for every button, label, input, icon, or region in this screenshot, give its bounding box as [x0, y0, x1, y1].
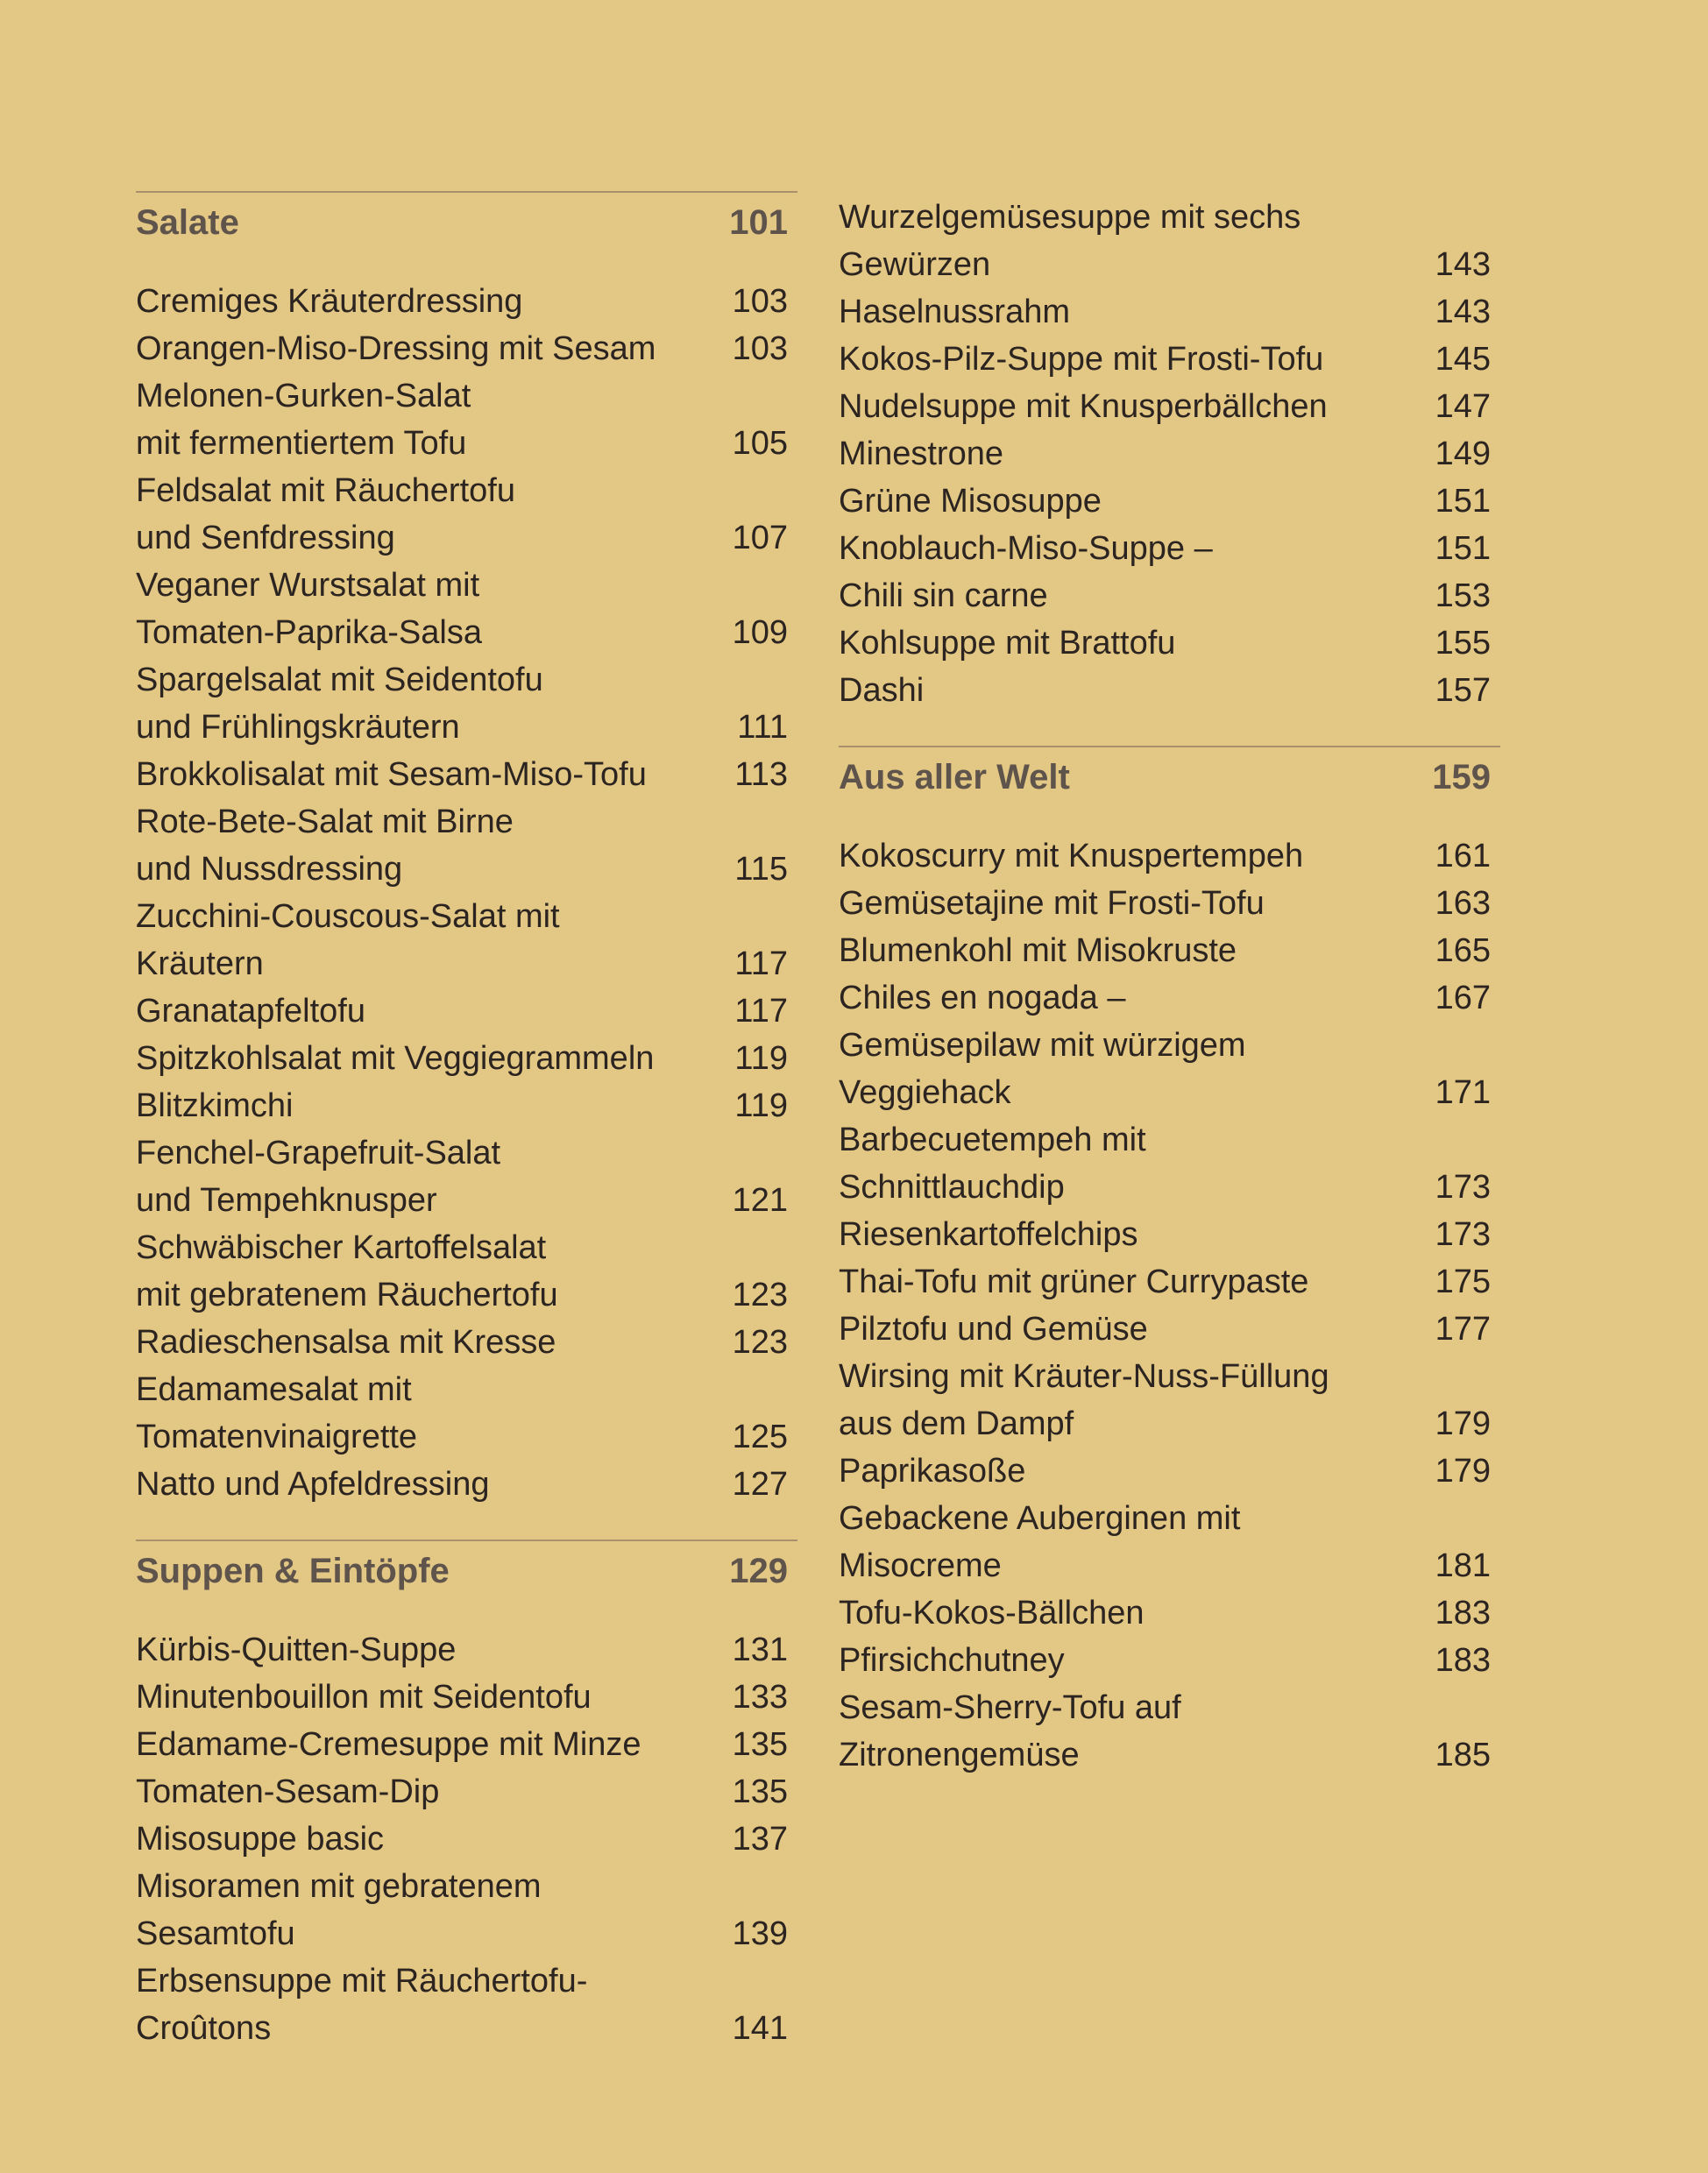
toc-entry-line	[136, 1319, 797, 1366]
entry-page: 157	[1435, 672, 1491, 709]
section-heading	[839, 747, 1500, 807]
toc-entry-line	[839, 1164, 1500, 1211]
toc-entry[interactable]	[839, 1116, 1500, 1211]
section-title: Salate	[136, 203, 239, 242]
toc-entry[interactable]	[839, 194, 1500, 288]
toc-entry-line	[136, 940, 797, 987]
toc-entry[interactable]	[136, 1957, 797, 2052]
toc-section	[136, 191, 797, 1508]
toc-entry[interactable]	[839, 1306, 1500, 1353]
entry-page: 127	[732, 1466, 788, 1503]
entry-title: Nudelsuppe mit Knusperbällchen	[839, 388, 1328, 425]
toc-entry[interactable]	[136, 1319, 797, 1366]
toc-entry-line	[136, 893, 797, 940]
entry-title: Kohlsuppe mit Brattofu	[839, 625, 1176, 662]
entry-page: 115	[734, 851, 788, 888]
entry-title: und Tempehknusper	[136, 1182, 437, 1219]
entry-page: 141	[732, 2010, 788, 2047]
entry-title: Knoblauch-Miso-Suppe –	[839, 530, 1213, 567]
toc-entry-line	[839, 880, 1500, 927]
toc-entry[interactable]	[839, 288, 1500, 336]
toc-entry-line	[136, 704, 797, 751]
entry-title: Gebackene Auberginen mit	[839, 1500, 1241, 1537]
entry-page: 151	[1435, 483, 1491, 520]
entry-title: Misocreme	[839, 1547, 1002, 1584]
entry-page: 183	[1435, 1642, 1491, 1679]
toc-entry[interactable]	[136, 562, 797, 656]
entry-page: 167	[1435, 980, 1491, 1016]
toc-entry[interactable]	[136, 1224, 797, 1319]
entry-title: Misosuppe basic	[136, 1821, 385, 1858]
entry-page: 143	[1435, 246, 1491, 283]
entry-title: Spitzkohlsalat mit Veggiegrammeln	[136, 1040, 655, 1077]
entry-page: 147	[1435, 388, 1491, 425]
toc-entry[interactable]	[136, 325, 797, 372]
entry-page: 165	[1435, 932, 1491, 969]
toc-entry-line	[839, 525, 1500, 572]
toc-entry-line	[136, 1863, 797, 1910]
entry-page: 145	[1435, 341, 1491, 378]
toc-entry-line	[136, 1177, 797, 1224]
entry-page: 185	[1435, 1737, 1491, 1773]
entry-page: 139	[732, 1915, 788, 1952]
toc-entry-line	[839, 1495, 1500, 1542]
toc-entry[interactable]	[839, 1495, 1500, 1589]
entry-page: 133	[732, 1679, 788, 1716]
entry-page: 179	[1435, 1405, 1491, 1442]
entry-title: Spargelsalat mit Seidentofu	[136, 662, 543, 698]
toc-entry[interactable]	[839, 430, 1500, 478]
entry-title: Blumenkohl mit Misokruste	[839, 932, 1237, 969]
entry-page: 111	[737, 709, 788, 746]
entry-title: Croûtons	[136, 2010, 272, 2047]
toc-entry[interactable]	[839, 478, 1500, 525]
entry-title: Veggiehack	[839, 1074, 1011, 1111]
toc-entry-line	[136, 656, 797, 704]
toc-entry[interactable]	[839, 383, 1500, 430]
toc-entry-line	[136, 1366, 797, 1413]
entry-title: und Nussdressing	[136, 851, 403, 888]
entry-page: 173	[1435, 1169, 1491, 1206]
toc-entry-line	[136, 1721, 797, 1768]
entry-page: 171	[1435, 1074, 1491, 1111]
entry-title: Misoramen mit gebratenem	[136, 1868, 542, 1905]
toc-entry[interactable]	[136, 278, 797, 325]
entry-title: Wurzelgemüsesuppe mit sechs	[839, 199, 1301, 236]
entry-page: 119	[734, 1087, 788, 1124]
entry-page: 155	[1435, 625, 1491, 662]
entry-title: Paprikasoße	[839, 1453, 1026, 1490]
entry-title: Orangen-Miso-Dressing mit Sesam	[136, 330, 656, 367]
entry-title: Zitronengemüse	[839, 1737, 1080, 1773]
entry-page: 117	[734, 945, 788, 982]
entry-page: 175	[1435, 1263, 1491, 1300]
entry-page: 105	[732, 425, 788, 462]
toc-entry[interactable]	[136, 467, 797, 562]
toc-entry-line	[839, 336, 1500, 383]
entry-page: 135	[732, 1773, 788, 1810]
toc-entry[interactable]	[136, 1626, 797, 1674]
entry-title: Sesamtofu	[136, 1915, 295, 1952]
toc-entry-line	[839, 1637, 1500, 1684]
entry-title: Kokos-Pilz-Suppe mit Frosti-Tofu	[839, 341, 1324, 378]
entry-page: 135	[732, 1726, 788, 1763]
toc-entry-line	[136, 1413, 797, 1461]
entry-title: Chiles en nogada –	[839, 980, 1126, 1016]
toc-entry[interactable]	[136, 893, 797, 987]
entry-page: 113	[734, 756, 788, 793]
toc-entry[interactable]	[839, 1353, 1500, 1447]
entry-title: Blitzkimchi	[136, 1087, 294, 1124]
entry-title: Zucchini-Couscous-Salat mit	[136, 898, 560, 935]
toc-entry-line	[839, 1447, 1500, 1495]
entry-title: Feldsalat mit Räuchertofu	[136, 472, 515, 509]
toc-entry[interactable]	[839, 336, 1500, 383]
toc-entry-line	[839, 1353, 1500, 1400]
entry-title: Cremiges Kräuterdressing	[136, 283, 523, 320]
toc-entry-line	[839, 832, 1500, 880]
entry-title: Natto und Apfeldressing	[136, 1466, 490, 1503]
entry-title: Gewürzen	[839, 246, 991, 283]
toc-entry[interactable]	[839, 1022, 1500, 1116]
toc-entry[interactable]	[136, 1863, 797, 1957]
entry-title: Chili sin carne	[839, 577, 1048, 614]
toc-entry-line	[839, 572, 1500, 619]
toc-entry-line	[136, 1910, 797, 1957]
toc-entry-line	[136, 1271, 797, 1319]
toc-entry[interactable]	[136, 1674, 797, 1721]
toc-entry[interactable]	[136, 751, 797, 798]
entry-title: Minutenbouillon mit Seidentofu	[136, 1679, 592, 1716]
toc-entry-line	[136, 2005, 797, 2052]
toc-entry[interactable]	[839, 880, 1500, 927]
toc-entry-line	[136, 1129, 797, 1177]
entry-title: Granatapfeltofu	[136, 993, 365, 1030]
toc-entry-line	[839, 1069, 1500, 1116]
toc-entry-line	[839, 974, 1500, 1022]
entry-title: Edamame-Cremesuppe mit Minze	[136, 1726, 641, 1763]
entry-title: Tofu-Kokos-Bällchen	[839, 1595, 1145, 1632]
toc-entry-line	[839, 194, 1500, 241]
toc-entry[interactable]	[136, 1035, 797, 1082]
entry-title: Rote-Bete-Salat mit Birne	[136, 803, 514, 840]
entry-page: 153	[1435, 577, 1491, 614]
toc-entry-line	[839, 383, 1500, 430]
toc-entry[interactable]	[839, 832, 1500, 880]
section-title: Aus aller Welt	[839, 758, 1070, 796]
entry-title: Tomatenvinaigrette	[136, 1419, 418, 1455]
toc-entry[interactable]	[839, 974, 1500, 1022]
toc-entry[interactable]	[839, 1211, 1500, 1258]
toc-entry[interactable]	[839, 619, 1500, 667]
entry-title: Fenchel-Grapefruit-Salat	[136, 1135, 501, 1171]
entry-page: 149	[1435, 435, 1491, 472]
toc-entry[interactable]	[136, 1461, 797, 1508]
entry-title: Tomaten-Paprika-Salsa	[136, 614, 482, 651]
toc-entry[interactable]	[839, 1589, 1500, 1637]
toc-column-right	[839, 194, 1500, 1779]
toc-entry-line	[136, 372, 797, 420]
entry-page: 103	[732, 283, 788, 320]
toc-entry-line	[136, 467, 797, 514]
toc-entry-line	[136, 987, 797, 1035]
toc-entry-line	[136, 1224, 797, 1271]
entry-title: Sesam-Sherry-Tofu auf	[839, 1689, 1181, 1726]
toc-entry-line	[839, 478, 1500, 525]
entry-title: Pfirsichchutney	[839, 1642, 1065, 1679]
entry-title: Haselnussrahm	[839, 294, 1070, 330]
toc-column-left	[136, 191, 797, 2052]
toc-entry[interactable]	[839, 572, 1500, 619]
entry-title: Minestrone	[839, 435, 1003, 472]
entry-page: 183	[1435, 1595, 1491, 1632]
entry-page: 119	[734, 1040, 788, 1077]
toc-entry-line	[136, 514, 797, 562]
entry-title: mit fermentiertem Tofu	[136, 425, 467, 462]
entry-title: aus dem Dampf	[839, 1405, 1074, 1442]
entry-title: Edamamesalat mit	[136, 1371, 412, 1408]
entry-page: 173	[1435, 1216, 1491, 1253]
toc-entry[interactable]	[136, 798, 797, 893]
toc-entry-line	[136, 278, 797, 325]
section-heading	[136, 193, 797, 252]
section-heading	[136, 1541, 797, 1601]
entry-page: 181	[1435, 1547, 1491, 1584]
entry-title: Riesenkartoffelchips	[839, 1216, 1138, 1253]
toc-entry-line	[136, 1674, 797, 1721]
entry-page: 107	[732, 520, 788, 556]
entry-title: Brokkolisalat mit Sesam-Miso-Tofu	[136, 756, 647, 793]
entry-page: 177	[1435, 1311, 1491, 1348]
entry-title: Veganer Wurstsalat mit	[136, 567, 480, 604]
toc-section	[839, 194, 1500, 714]
entry-page: 123	[732, 1277, 788, 1313]
toc-entry[interactable]	[136, 1082, 797, 1129]
entry-page: 179	[1435, 1453, 1491, 1490]
entry-title: Wirsing mit Kräuter-Nuss-Füllung	[839, 1358, 1329, 1395]
toc-entry-line	[839, 619, 1500, 667]
entry-title: Barbecuetempeh mit	[839, 1122, 1146, 1158]
toc-entry[interactable]	[136, 1768, 797, 1816]
entry-title: Thai-Tofu mit grüner Currypaste	[839, 1263, 1309, 1300]
toc-entry-line	[136, 1461, 797, 1508]
entry-title: und Senfdressing	[136, 520, 395, 556]
toc-entry[interactable]	[136, 656, 797, 751]
entry-title: Tomaten-Sesam-Dip	[136, 1773, 440, 1810]
toc-entry-line	[136, 1768, 797, 1816]
toc-entry-line	[839, 1211, 1500, 1258]
entry-title: Dashi	[839, 672, 925, 709]
toc-entry[interactable]	[136, 1366, 797, 1461]
toc-entry[interactable]	[839, 525, 1500, 572]
toc-entry-line	[839, 1306, 1500, 1353]
toc-entry-line	[839, 1542, 1500, 1589]
entry-title: mit gebratenem Räuchertofu	[136, 1277, 558, 1313]
section-page: 129	[729, 1552, 788, 1590]
toc-entry[interactable]	[839, 1447, 1500, 1495]
entry-title: Gemüsetajine mit Frosti-Tofu	[839, 885, 1265, 922]
entry-page: 137	[732, 1821, 788, 1858]
toc-entry-line	[839, 1400, 1500, 1447]
toc-entry[interactable]	[136, 987, 797, 1035]
toc-entry-line	[839, 1731, 1500, 1779]
entry-title: Schnittlauchdip	[839, 1169, 1065, 1206]
toc-entry-line	[839, 1022, 1500, 1069]
entry-page: 131	[732, 1632, 788, 1668]
entry-title: Kräutern	[136, 945, 264, 982]
toc-entry-line	[136, 609, 797, 656]
section-page: 101	[729, 203, 788, 242]
entry-page: 161	[1435, 838, 1491, 874]
entry-title: Erbsensuppe mit Räuchertofu-	[136, 1963, 588, 2000]
toc-entry-line	[839, 288, 1500, 336]
entry-title: Kürbis-Quitten-Suppe	[136, 1632, 457, 1668]
toc-entry[interactable]	[136, 1816, 797, 1863]
toc-section	[839, 746, 1500, 1779]
toc-entry[interactable]	[136, 372, 797, 467]
entry-page: 109	[732, 614, 788, 651]
entry-page: 163	[1435, 885, 1491, 922]
entry-title: Grüne Misosuppe	[839, 483, 1102, 520]
toc-entry-line	[136, 1082, 797, 1129]
toc-entry-line	[839, 430, 1500, 478]
entry-page: 125	[732, 1419, 788, 1455]
entry-title: Kokoscurry mit Knuspertempeh	[839, 838, 1304, 874]
toc-entry-line	[839, 927, 1500, 974]
entry-title: und Frühlingskräutern	[136, 709, 460, 746]
entry-title: Radieschensalsa mit Kresse	[136, 1324, 556, 1361]
entry-title: Pilztofu und Gemüse	[839, 1311, 1148, 1348]
toc-entry-line	[136, 1035, 797, 1082]
toc-entry[interactable]	[839, 927, 1500, 974]
entry-title: Schwäbischer Kartoffelsalat	[136, 1229, 547, 1266]
toc-entry-line	[136, 798, 797, 846]
toc-entry-line	[839, 667, 1500, 714]
entry-page: 123	[732, 1324, 788, 1361]
toc-entry-line	[136, 420, 797, 467]
toc-entry-line	[839, 1684, 1500, 1731]
toc-entry-line	[839, 1116, 1500, 1164]
entry-page: 103	[732, 330, 788, 367]
entry-page: 143	[1435, 294, 1491, 330]
toc-entry[interactable]	[136, 1721, 797, 1768]
entry-page: 121	[732, 1182, 788, 1219]
toc-section	[136, 1540, 797, 2052]
toc-entry[interactable]	[839, 667, 1500, 714]
entry-page: 117	[734, 993, 788, 1030]
toc-entry[interactable]	[136, 1129, 797, 1224]
toc-entry-line	[136, 751, 797, 798]
toc-entry[interactable]	[839, 1684, 1500, 1779]
toc-entry-line	[136, 1816, 797, 1863]
toc-entry-line	[136, 1626, 797, 1674]
section-page: 159	[1432, 758, 1491, 796]
toc-entry-line	[839, 1258, 1500, 1306]
entry-page: 151	[1435, 530, 1491, 567]
toc-entry[interactable]	[839, 1258, 1500, 1306]
toc-entry[interactable]	[839, 1637, 1500, 1684]
toc-entry-line	[136, 846, 797, 893]
toc-entry-line	[839, 1589, 1500, 1637]
section-title: Suppen & Eintöpfe	[136, 1552, 450, 1590]
entry-title: Melonen-Gurken-Salat	[136, 378, 471, 414]
toc-entry-line	[136, 1957, 797, 2005]
entry-title: Gemüsepilaw mit würzigem	[839, 1027, 1246, 1064]
toc-entry-line	[136, 325, 797, 372]
toc-entry-line	[136, 562, 797, 609]
toc-entry-line	[839, 241, 1500, 288]
